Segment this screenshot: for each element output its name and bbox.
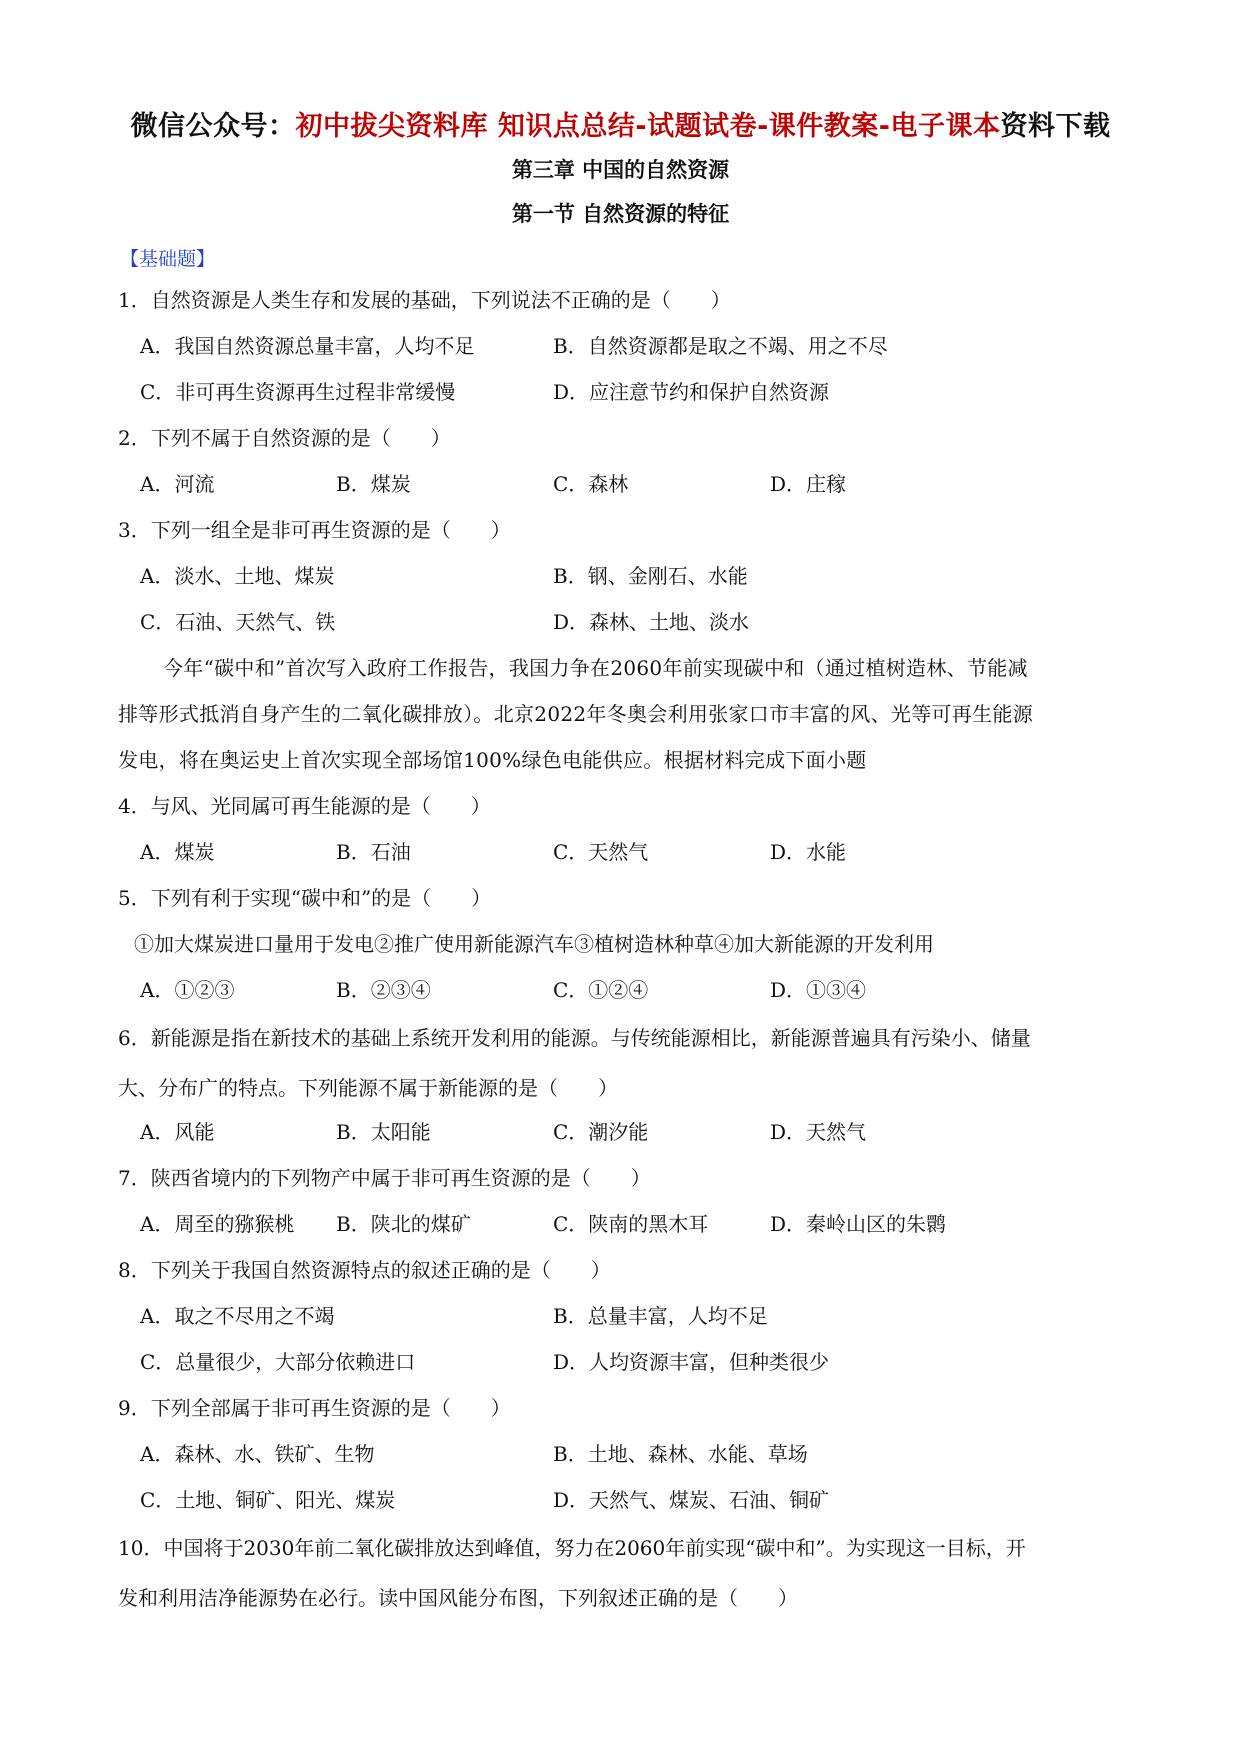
question-6-option-d: D．天然气: [770, 1120, 867, 1144]
material-line-1: 今年“碳中和”首次写入政府工作报告，我国力争在2060年前实现碳中和（通过植树造林、节能减: [163, 656, 1028, 680]
question-7-option-d: D．秦岭山区的朱鹮: [770, 1212, 947, 1236]
question-7-option-a: A．周至的猕猴桃: [140, 1212, 295, 1236]
header-highlight: 初中拔尖资料库 知识点总结-试题试卷-课件教案-电子课本: [295, 111, 1001, 142]
section-title: 第一节 自然资源的特征: [511, 202, 730, 226]
material-line-2: 排等形式抵消自身产生的二氧化碳排放）。北京2022年冬奥会利用张家口市丰富的风、光等可再生能源: [118, 702, 1033, 726]
question-7-option-b: B．陕北的煤矿: [336, 1212, 471, 1236]
question-5-option-c: C．①②④: [553, 978, 649, 1002]
question-5-option-a: A．①②③: [140, 978, 235, 1002]
page-header: [0, 104, 1241, 143]
question-6-option-a: A．风能: [140, 1120, 215, 1144]
material-line-3: 发电，将在奥运史上首次实现全部场馆100%绿色电能供应。根据材料完成下面小题: [118, 748, 867, 772]
question-8-option-d: D．人均资源丰富，但种类很少: [553, 1350, 830, 1374]
question-2-option-d: D．庄稼: [770, 472, 847, 496]
question-4-option-c: C．天然气: [553, 840, 649, 864]
header-prefix: 微信公众号：: [130, 111, 296, 142]
question-2-stem: 2．下列不属于自然资源的是（ ）: [118, 426, 451, 450]
question-9-option-a: A．森林、水、铁矿、生物: [140, 1442, 375, 1466]
question-1-option-c: C．非可再生资源再生过程非常缓慢: [140, 380, 456, 404]
question-1-option-d: D．应注意节约和保护自然资源: [553, 380, 830, 404]
question-8-stem: 8．下列关于我国自然资源特点的叙述正确的是（ ）: [118, 1258, 611, 1282]
question-9-option-c: C．土地、铜矿、阳光、煤炭: [140, 1488, 396, 1512]
question-1-option-a: A．我国自然资源总量丰富，人均不足: [140, 334, 475, 358]
question-3-option-c: C．石油、天然气、铁: [140, 610, 336, 634]
question-8-option-b: B．总量丰富，人均不足: [553, 1304, 768, 1328]
question-7-option-c: C．陕南的黑木耳: [553, 1212, 709, 1236]
question-5-stem: 5．下列有利于实现“碳中和”的是（ ）: [118, 886, 492, 910]
question-2-option-b: B．煤炭: [336, 472, 411, 496]
question-3-option-d: D．森林、土地、淡水: [553, 610, 750, 634]
question-6-option-b: B．太阳能: [336, 1120, 431, 1144]
question-9-stem: 9．下列全部属于非可再生资源的是（ ）: [118, 1396, 511, 1420]
question-8-option-c: C．总量很少，大部分依赖进口: [140, 1350, 416, 1374]
question-3-option-a: A．淡水、土地、煤炭: [140, 564, 335, 588]
question-1-option-b: B．自然资源都是取之不竭、用之不尽: [553, 334, 888, 358]
question-6-stem-line-2: 大、分布广的特点。下列能源不属于新能源的是（ ）: [118, 1076, 618, 1100]
question-4-stem: 4．与风、光同属可再生能源的是（ ）: [118, 794, 491, 818]
question-5-option-d: D．①③④: [770, 978, 867, 1002]
question-3-option-b: B．钢、金刚石、水能: [553, 564, 748, 588]
question-3-stem: 3．下列一组全是非可再生资源的是（ ）: [118, 518, 511, 542]
question-7-stem: 7．陕西省境内的下列物产中属于非可再生资源的是（ ）: [118, 1166, 651, 1190]
question-1-stem: 1．自然资源是人类生存和发展的基础，下列说法不正确的是（ ）: [118, 288, 731, 312]
question-5-items: ①加大煤炭进口量用于发电②推广使用新能源汽车③植树造林种草④加大新能源的开发利用: [134, 932, 934, 956]
question-6-stem-line-1: 6．新能源是指在新技术的基础上系统开发利用的能源。与传统能源相比，新能源普遍具有污染小、储量: [118, 1026, 1031, 1050]
question-4-option-a: A．煤炭: [140, 840, 215, 864]
question-10-stem-line-1: 10．中国将于2030年前二氧化碳排放达到峰值，努力在2060年前实现“碳中和”。为实现这一目标，开: [118, 1536, 1026, 1560]
question-8-option-a: A．取之不尽用之不竭: [140, 1304, 335, 1328]
header-suffix: 资料下载: [1000, 111, 1111, 142]
question-4-option-b: B．石油: [336, 840, 411, 864]
question-10-stem-line-2: 发和利用洁净能源势在必行。读中国风能分布图，下列叙述正确的是（ ）: [118, 1586, 798, 1610]
section-label: 【基础题】: [120, 248, 216, 270]
question-2-option-c: C．森林: [553, 472, 629, 496]
chapter-title: 第三章 中国的自然资源: [511, 158, 730, 182]
question-4-option-d: D．水能: [770, 840, 847, 864]
question-9-option-d: D．天然气、煤炭、石油、铜矿: [553, 1488, 830, 1512]
question-5-option-b: B．②③④: [336, 978, 431, 1002]
question-6-option-c: C．潮汐能: [553, 1120, 649, 1144]
question-2-option-a: A．河流: [140, 472, 215, 496]
question-9-option-b: B．土地、森林、水能、草场: [553, 1442, 808, 1466]
